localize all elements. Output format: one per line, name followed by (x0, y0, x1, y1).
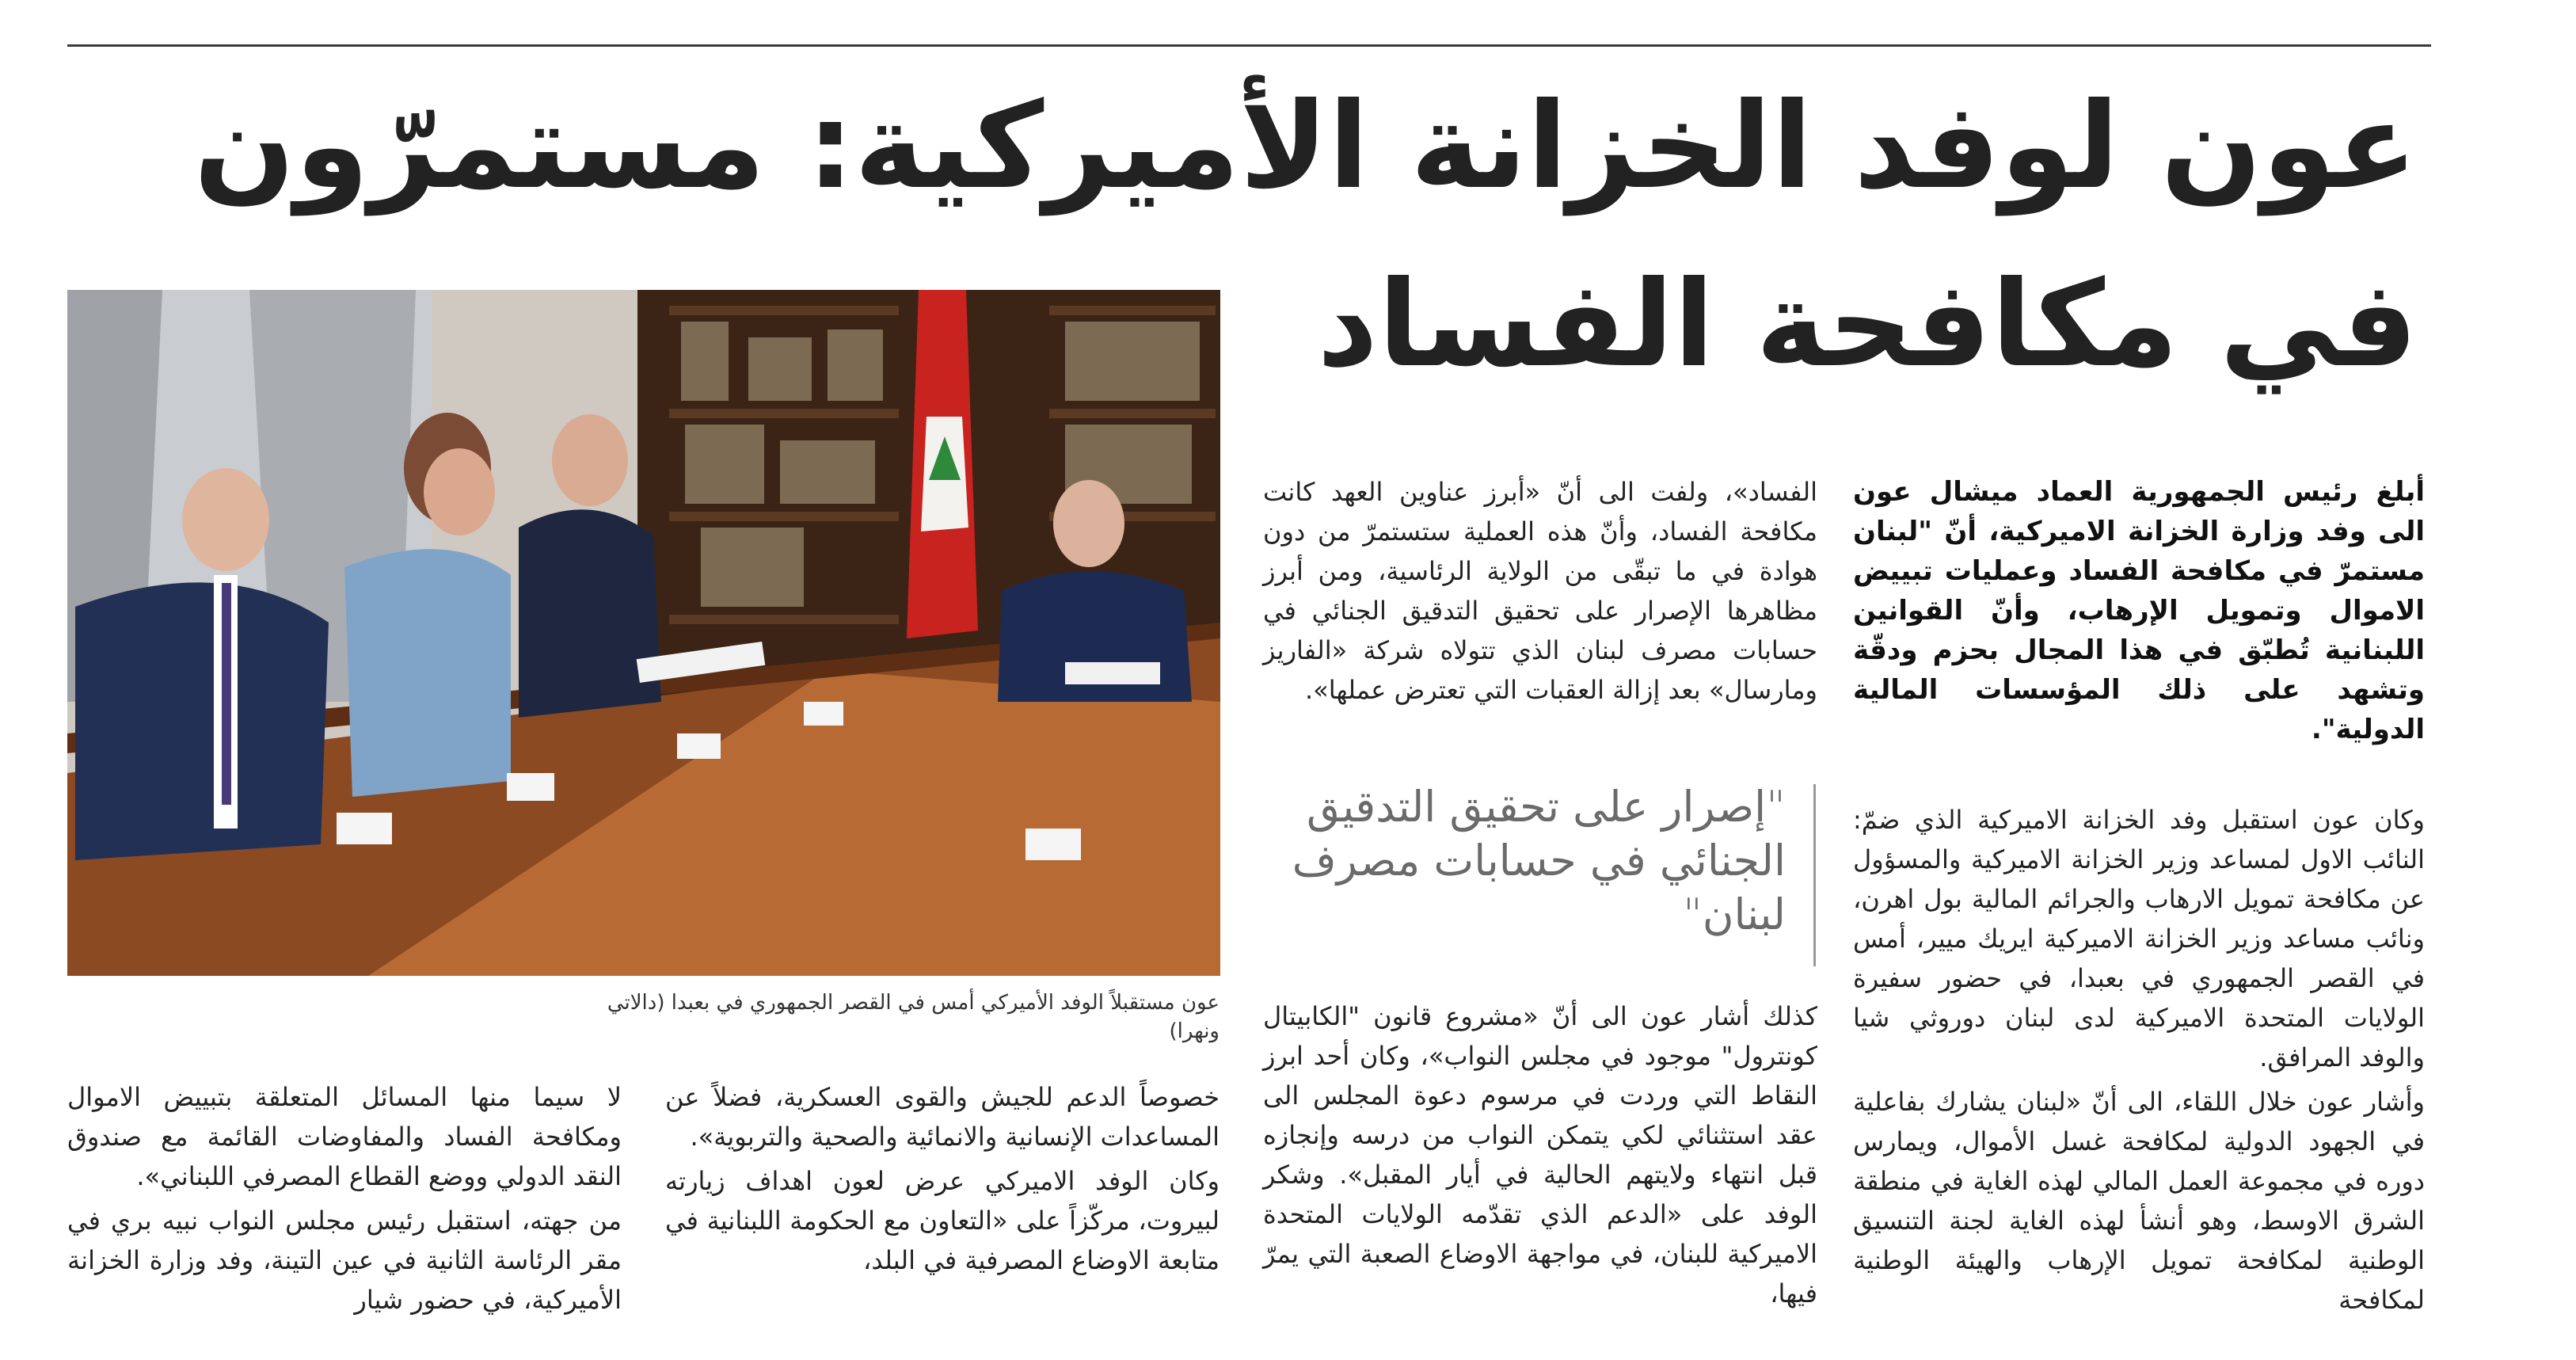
column-3 (665, 1077, 1220, 1285)
column-2-paragraph-1: الفساد»، ولفت الى أنّ «أبرز عناوين العهد كانت مكافحة الفساد، وأنّ هذه العملية ستستمرّ من دون هوادة في ما تبقّى من الولاية الرئاسية، ومن أبرز مظاهرها الإصرار على تحقيق التدقيق الجنائي في حسابات مصرف لبنان الذي تتولاه شركة «الفاريز ومارسال» بعد إزالة العقبات التي تعترض عملها». (1263, 477, 1817, 705)
news-photo (67, 290, 1220, 976)
column-4-paragraph-1: لا سيما منها المسائل المتعلقة بتبييض الاموال ومكافحة الفساد والمفاوضات القائمة مع صندوق النقد الدولي ووضع القطاع المصرفي اللبناني». (67, 1082, 622, 1191)
pullquote-rule (1813, 784, 1816, 966)
column-1-body (1853, 800, 2425, 1324)
column-2-top (1263, 472, 1817, 714)
column-1 (1853, 472, 2425, 754)
column-4-paragraph-2: من جهته، استقبل رئيس مجلس النواب نبيه بري في مقر الرئاسة الثانية في عين التينة، وفد وزارة الخزانة الأميركية، في حضور شيار (67, 1206, 622, 1315)
column-3-paragraph-2: وكان الوفد الاميركي عرض لعون اهداف زيارته لبيروت، مركّزاً على «التعاون مع الحكومة اللبنانية في متابعة الاوضاع المصرفية في البلد، (665, 1166, 1220, 1275)
column-1-paragraph-1: وكان عون استقبل وفد الخزانة الاميركية الذي ضمّ: النائب الاول لمساعد وزير الخزانة الاميركية والمسؤول عن مكافحة تمويل الارهاب والجرائم المالية بول اهرن، ونائب مساعد وزير الخزانة الاميركية ايريك ميير، أمس في القصر الجمهوري في بعبدا، في حضور سفيرة الولايات المتحدة الاميركية لدى لبنان دوروثي شيا والوفد المرافق. (1853, 805, 2425, 1072)
lead-paragraph: أبلغ رئيس الجمهورية العماد ميشال عون الى وفد وزارة الخزانة الاميركية، أنّ "لبنان مستمرّ في مكافحة الفساد وعمليات تبييض الاموال وتمويل الإرهاب، وأنّ القوانين اللبنانية تُطبّق في هذا المجال بحزم ودقّة وتشهد على ذلك المؤسسات المالية الدولية". (1853, 476, 2425, 745)
column-1-paragraph-2: وأشار عون خلال اللقاء، الى أنّ «لبنان يشارك بفاعلية في الجهود الدولية لمكافحة غسل الأموال، ويمارس دوره في مجموعة العمل المالي لهذه الغاية في منطقة الشرق الاوسط، وهو أنشأ لهذه الغاية لجنة التنسيق الوطنية لمكافحة تمويل الإرهاب والهيئة الوطنية لمكافحة (1853, 1087, 2425, 1315)
column-3-paragraph-1: خصوصاً الدعم للجيش والقوى العسكرية، فضلاً عن المساعدات الإنسانية والانمائية والصحية والتربوية». (665, 1082, 1220, 1152)
headline-line-2: في مكافحة الفساد (1317, 256, 2418, 394)
column-2-paragraph-2: كذلك أشار عون الى أنّ «مشروع قانون "الكابيتال كونترول" موجود في مجلس النواب»، وكان أحد ابرز النقاط التي وردت في مرسوم دعوة المجلس الى عقد استثنائي لكي يتمكن النواب من درسه وإنجازه قبل انتهاء ولايتهم الحالية في أيار المقبل». وشكر الوفد على «الدعم الذي تقدّمه الولايات المتحدة الاميركية للبنان، في مواجهة الاوضاع الصعبة التي يمرّ فيها، (1263, 1001, 1817, 1309)
column-4 (67, 1077, 622, 1324)
photo-caption: عون مستقبلاً الوفد الأميركي أمس في القصر الجمهوري في بعبدا (دالاتي ونهرا) (607, 991, 1220, 1043)
top-rule (67, 44, 2431, 47)
headline-line-1: عون لوفد الخزانة الأميركية: مستمرّون (193, 78, 2418, 215)
column-2-bottom (1263, 996, 1817, 1318)
pullquote: "إصرار على تحقيق التدقيق الجنائي في حسابات مصرف لبنان" (1292, 782, 1786, 939)
